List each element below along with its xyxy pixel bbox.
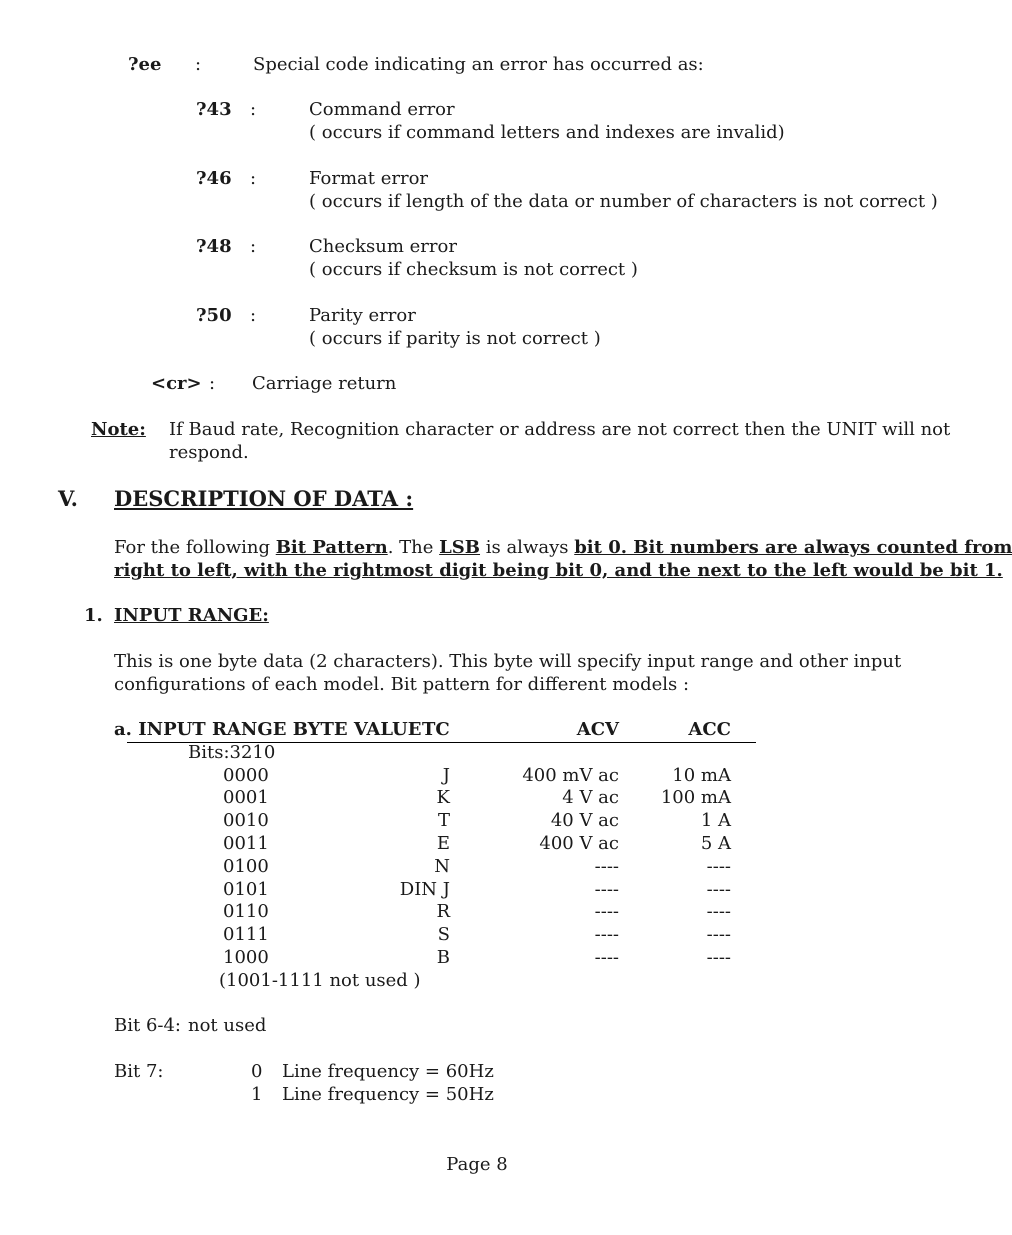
table-header-acv: ACV — [576, 719, 619, 740]
error-code-50: ?50 — [196, 305, 232, 326]
table-cell-bits: 0101 — [223, 879, 269, 900]
table-cell-acc: ---- — [706, 856, 731, 877]
table-cell-acc: ---- — [706, 901, 731, 922]
table-footnote: (1001-1111 not used ) — [219, 970, 421, 991]
colon: : — [250, 236, 257, 257]
table-cell-acc: 1 A — [700, 810, 731, 831]
intro-line-2: right to left, with the rightmost digit being bit 0, and the next to the left would be bit 1. — [114, 560, 1003, 581]
table-cell-acv: 40 V ac — [550, 810, 619, 831]
bit7-option-desc: Line frequency = 60Hz — [282, 1061, 494, 1082]
bit7-label: Bit 7: — [114, 1061, 164, 1082]
table-cell-bits: 0110 — [223, 901, 269, 922]
table-header-tc: TC — [422, 719, 450, 740]
table-cell-acv: 400 V ac — [539, 833, 619, 854]
colon: : — [250, 168, 257, 189]
subsection-title: INPUT RANGE: — [114, 605, 269, 626]
table-cell-acc: 5 A — [700, 833, 731, 854]
intro-text: For the following — [114, 537, 276, 558]
table-cell-acc: ---- — [706, 924, 731, 945]
subsection-number: 1. — [84, 605, 103, 626]
error-title-46: Format error — [309, 168, 429, 189]
table-cell-tc: J — [442, 765, 450, 786]
table-cell-acc: ---- — [706, 879, 731, 900]
bits-label: Bits:3210 — [188, 742, 276, 763]
intro-text: . The — [387, 537, 440, 558]
error-detail-48: ( occurs if checksum is not correct ) — [309, 259, 638, 280]
table-header-acc: ACC — [688, 719, 731, 740]
table-cell-bits: 1000 — [223, 947, 269, 968]
bit7-option-value: 1 — [251, 1084, 263, 1105]
intro-text: is always — [480, 537, 575, 558]
error-code-48: ?48 — [196, 236, 232, 257]
error-title-50: Parity error — [309, 305, 416, 326]
error-code-ee: ?ee — [128, 54, 162, 75]
table-cell-tc: N — [434, 856, 450, 877]
section-number: V. — [58, 486, 78, 511]
intro-bold-a: bit 0. Bit numbers are always counted from — [574, 537, 1012, 558]
error-code-46: ?46 — [196, 168, 232, 189]
table-cell-tc: S — [437, 924, 450, 945]
colon: : — [195, 54, 202, 75]
bit64-value: not used — [188, 1015, 267, 1036]
table-cell-bits: 0011 — [223, 833, 269, 854]
error-title-48: Checksum error — [309, 236, 457, 257]
cr-code: <cr> — [151, 373, 202, 394]
error-detail-43: ( occurs if command letters and indexes are invalid) — [309, 122, 785, 143]
colon: : — [250, 305, 257, 326]
note-label: Note: — [91, 419, 146, 440]
table-cell-bits: 0100 — [223, 856, 269, 877]
cr-description: Carriage return — [252, 373, 397, 394]
note-line-1: If Baud rate, Recognition character or address are not correct then the UNIT will not — [169, 419, 951, 440]
input-range-para-line-1: This is one byte data (2 characters). This byte will specify input range and other input — [114, 651, 902, 672]
note-line-2: respond. — [169, 442, 249, 463]
table-cell-tc: DIN J — [399, 879, 450, 900]
table-cell-acv: ---- — [594, 901, 619, 922]
colon: : — [209, 373, 216, 394]
table-cell-acv: ---- — [594, 856, 619, 877]
table-cell-tc: B — [436, 947, 450, 968]
table-cell-acc: 100 mA — [660, 787, 731, 808]
error-title-43: Command error — [309, 99, 455, 120]
table-cell-acv: 400 mV ac — [522, 765, 619, 786]
intro-line-1 — [114, 537, 1012, 559]
page-number: Page 8 — [446, 1154, 508, 1175]
table-cell-bits: 0001 — [223, 787, 269, 808]
table-header-label: a. INPUT RANGE BYTE VALUE — [114, 719, 422, 740]
table-cell-tc: E — [436, 833, 450, 854]
error-description: Special code indicating an error has occurred as: — [253, 54, 704, 75]
intro-lsb: LSB — [439, 537, 481, 558]
table-cell-bits: 0111 — [223, 924, 269, 945]
colon: : — [250, 99, 257, 120]
table-cell-tc: R — [436, 901, 450, 922]
table-cell-acc: ---- — [706, 947, 731, 968]
input-range-para-line-2: configurations of each model. Bit pattern for different models : — [114, 674, 690, 695]
section-title: DESCRIPTION OF DATA : — [114, 486, 414, 511]
table-cell-bits: 0000 — [223, 765, 269, 786]
table-cell-acv: 4 V ac — [562, 787, 619, 808]
intro-bit-pattern: Bit Pattern — [275, 537, 388, 558]
table-cell-tc: T — [437, 810, 450, 831]
error-detail-46: ( occurs if length of the data or number of characters is not correct ) — [309, 191, 938, 212]
error-code-43: ?43 — [196, 99, 232, 120]
table-cell-bits: 0010 — [223, 810, 269, 831]
bit7-option-desc: Line frequency = 50Hz — [282, 1084, 494, 1105]
table-cell-acv: ---- — [594, 924, 619, 945]
table-cell-tc: K — [436, 787, 450, 808]
table-cell-acv: ---- — [594, 879, 619, 900]
bit7-option-value: 0 — [251, 1061, 263, 1082]
error-detail-50: ( occurs if parity is not correct ) — [309, 328, 601, 349]
table-cell-acv: ---- — [594, 947, 619, 968]
bit64-label: Bit 6-4: — [114, 1015, 181, 1036]
table-cell-acc: 10 mA — [672, 765, 731, 786]
